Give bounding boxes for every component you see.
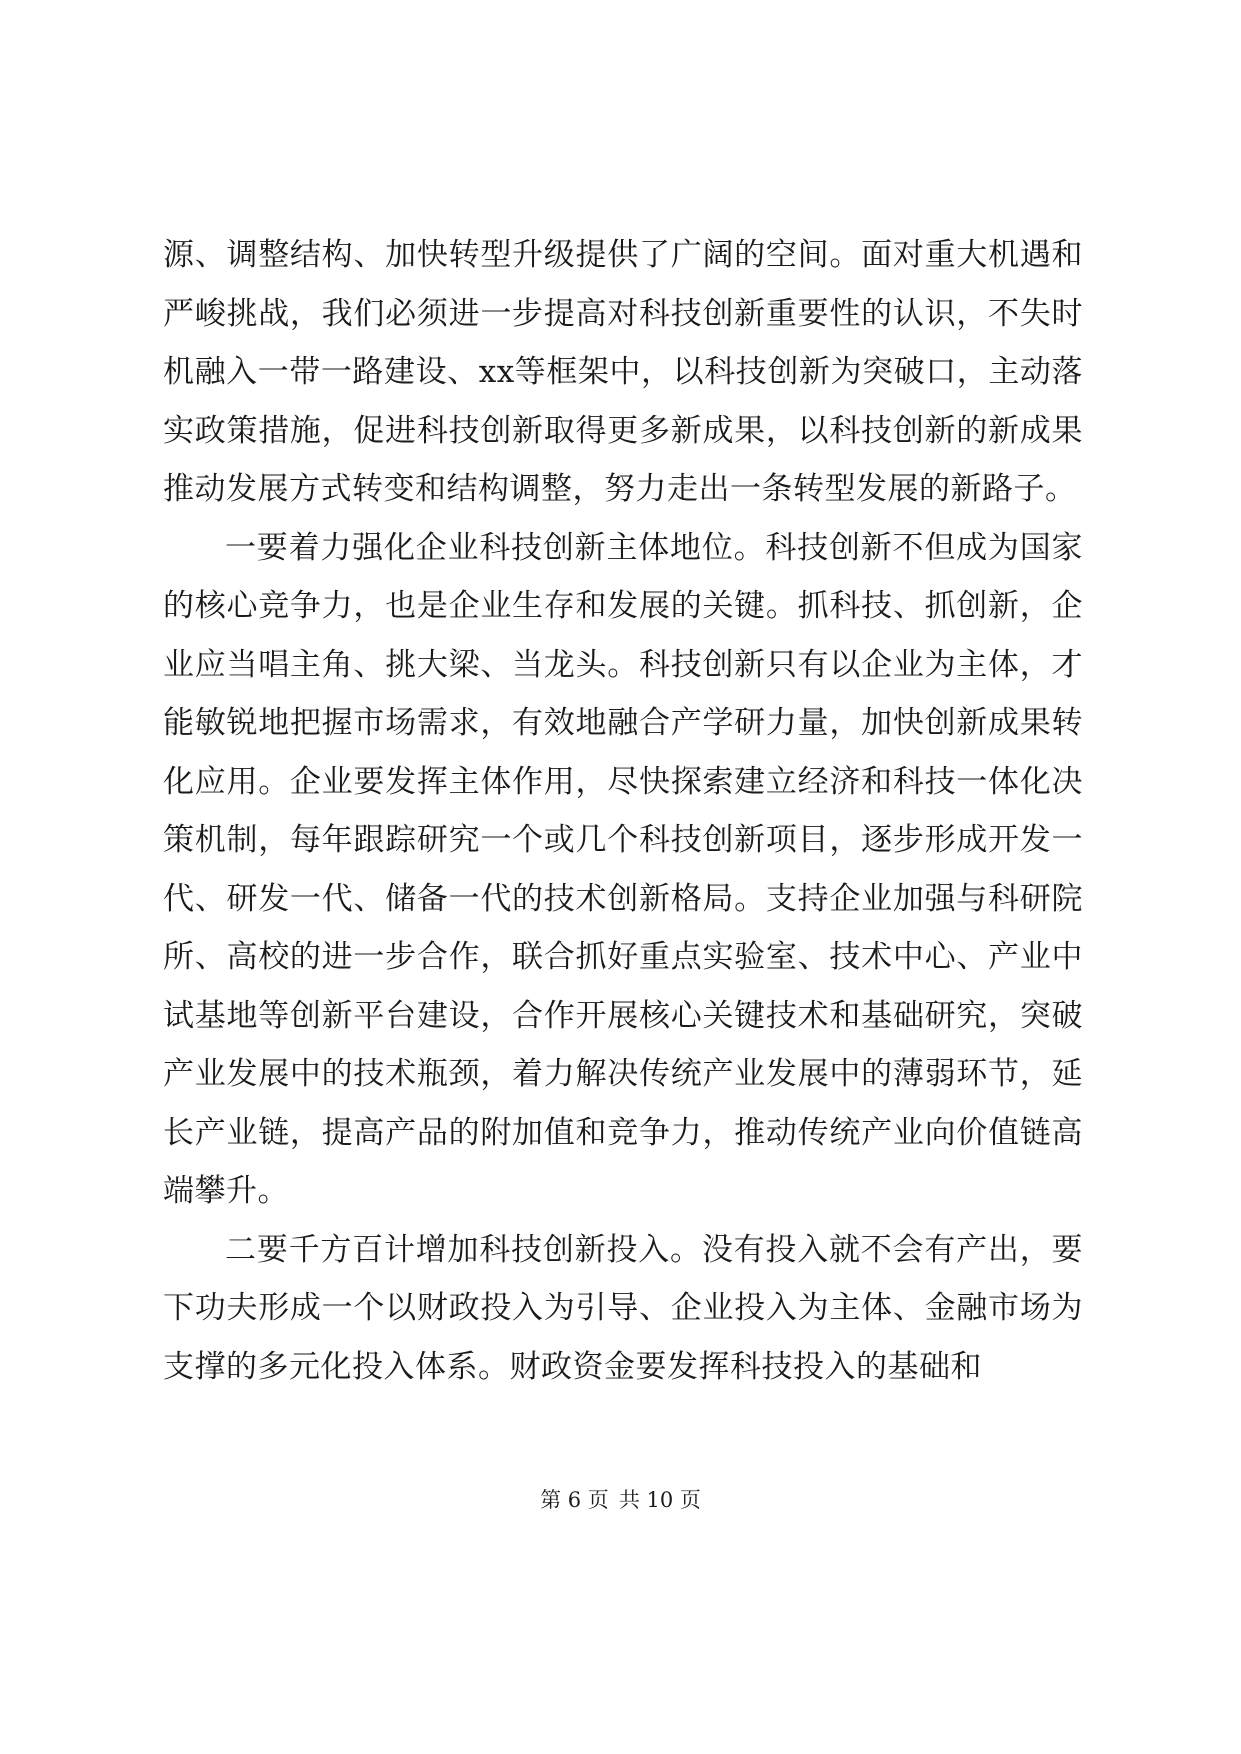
paragraph-3: 二要千方百计增加科技创新投入。没有投入就不会有产出，要下功夫形成一个以财政投入为引导、企业投入为主体、金融市场为支撑的多元化投入体系。财政资金要发挥科技投入的基础和 — [163, 1231, 1083, 1385]
page-footer — [0, 1485, 1241, 1515]
document-body — [163, 226, 1083, 1396]
page-number: 第 6 页 — [540, 1488, 609, 1512]
paragraph-2: 一要着力强化企业科技创新主体地位。科技创新不但成为国家的核心竞争力，也是企业生存和发展的关键。抓科技、抓创新，企业应当唱主角、挑大梁、当龙头。科技创新只有以企业为主体，才能敏锐地把握市场需求，有效地融合产学研力量，加快创新成果转化应用。企业要发挥主体作用，尽快探索建立经济和科技一体化决策机制，每年跟踪研究一个或几个科技创新项目，逐步形成开发一代、研发一代、储备一代的技术创新格局。支持企业加强与科研院所、高校的进一步合作，联合抓好重点实验室、技术中心、产业中试基地等创新平台建设，合作开展核心关键技术和基础研究，突破产业发展中的技术瓶颈，着力解决传统产业发展中的薄弱环节，延长产业链，提高产品的附加值和竞争力，推动传统产业向价值链高端攀升。 — [163, 529, 1083, 1209]
page-total: 共 10 页 — [618, 1488, 701, 1512]
paragraph-1: 源、调整结构、加快转型升级提供了广阔的空间。面对重大机遇和严峻挑战，我们必须进一步提高对科技创新重要性的认识，不失时机融入一带一路建设、xx等框架中，以科技创新为突破口，主动落实政策措施，促进科技创新取得更多新成果，以科技创新的新成果推动发展方式转变和结构调整，努力走出一条转型发展的新路子。 — [163, 237, 1083, 507]
